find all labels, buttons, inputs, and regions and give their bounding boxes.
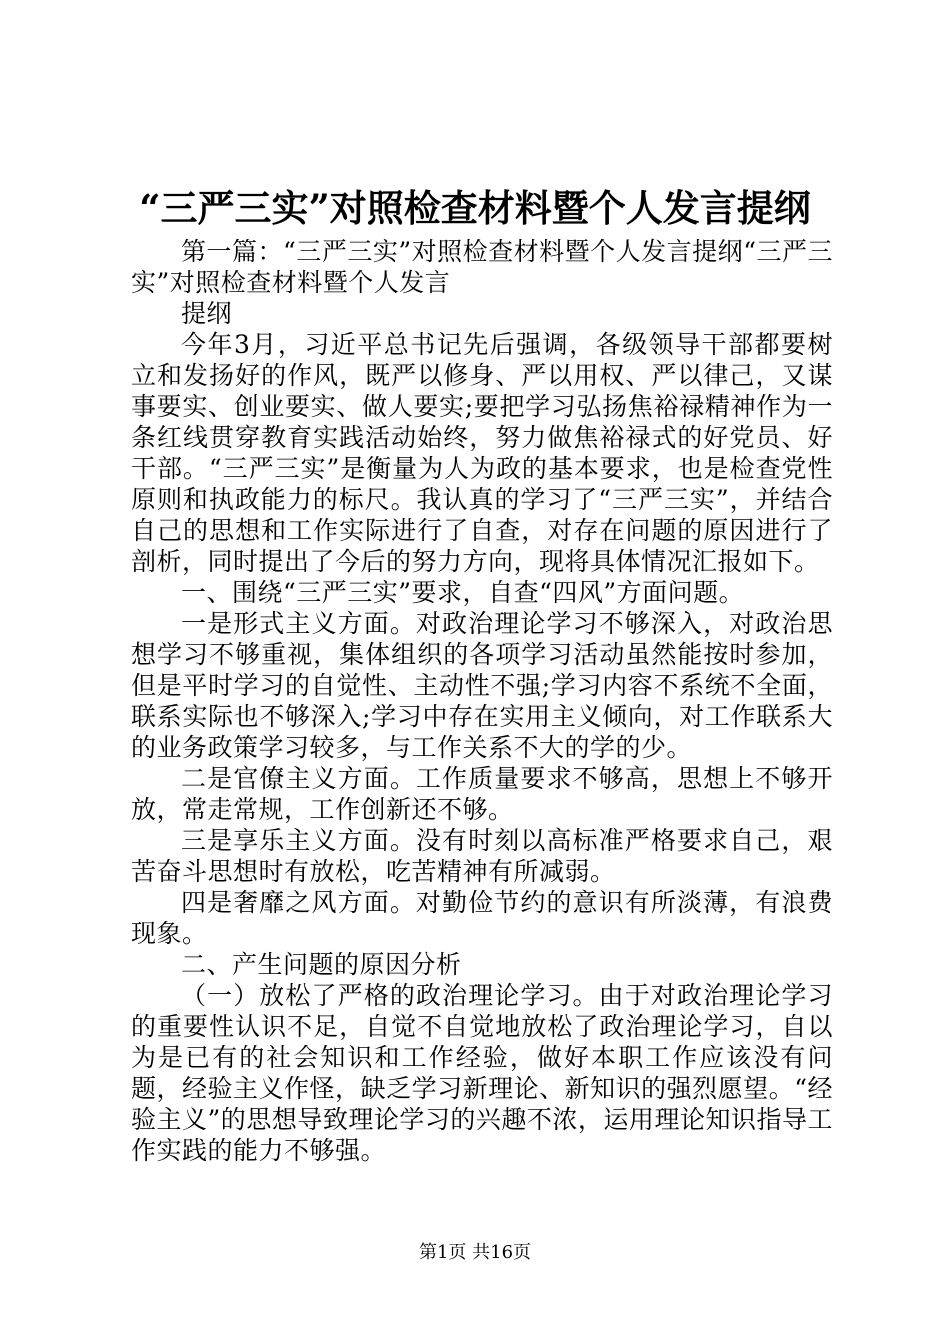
document-body <box>131 236 833 1166</box>
paragraph-heading-cont: 提纲 <box>181 299 233 328</box>
paragraph-formalism: 一是形式主义方面。对政治理论学习不够深入，对政治思想学习不够重视，集体组织的各项学习活动虽然能按时参加，但是平时学习的自觉性、主动性不强;学习内容不系统不全面，联系实际也不够深入;学习中存在实用主义倾向，对工作联系大的业务政策学习较多，与工作关系不大的学的少。 <box>131 609 833 762</box>
paragraph-extravagance: 四是奢靡之风方面。对勤俭节约的意识有所淡薄，有浪费现象。 <box>131 888 833 948</box>
paragraph-cause-1: （一）放松了严格的政治理论学习。由于对政治理论学习的重要性认识不足，自觉不自觉地放松了政治理论学习，自以为是已有的社会知识和工作经验，做好本职工作应该没有问题，经验主义作怪，缺乏学习新理论、新知识的强烈愿望。“经验主义”的思想导致理论学习的兴趣不浓，运用理论知识指导工作实践的能力不够强。 <box>131 981 833 1165</box>
section-heading-1: 一、围绕“三严三实”要求，自查“四风”方面问题。 <box>181 578 745 607</box>
paragraph-hedonism: 三是享乐主义方面。没有时刻以高标准严格要求自己，艰苦奋斗思想时有放松，吃苦精神有所减弱。 <box>131 826 833 886</box>
section-heading-2: 二、产生问题的原因分析 <box>181 950 462 979</box>
paragraph-bureaucratism: 二是官僚主义方面。工作质量要求不够高，思想上不够开放，常走常规，工作创新还不够。 <box>131 764 833 824</box>
paragraph-heading-intro: 第一篇：“三严三实”对照检查材料暨个人发言提纲“三严三实”对照检查材料暨个人发言 <box>131 237 833 297</box>
paragraph-intro: 今年3月，习近平总书记先后强调，各级领导干部都要树立和发扬好的作风，既严以修身、严以用权、严以律己，又谋事要实、创业要实、做人要实;要把学习弘扬焦裕禄精神作为一条红线贯穿教育实践活动始终，努力做焦裕禄式的好党员、好干部。“三严三实”是衡量为人为政的基本要求，也是检查党性原则和执政能力的标尺。我认真的学习了“三严三实”，并结合自己的思想和工作实际进行了自查，对存在问题的原因进行了剖析，同时提出了今后的努力方向，现将具体情况汇报如下。 <box>131 330 833 576</box>
page-number-footer: 第1页 共16页 <box>418 1242 532 1263</box>
document-title: “三严三实”对照检查材料暨个人发言提纲 <box>139 186 811 230</box>
